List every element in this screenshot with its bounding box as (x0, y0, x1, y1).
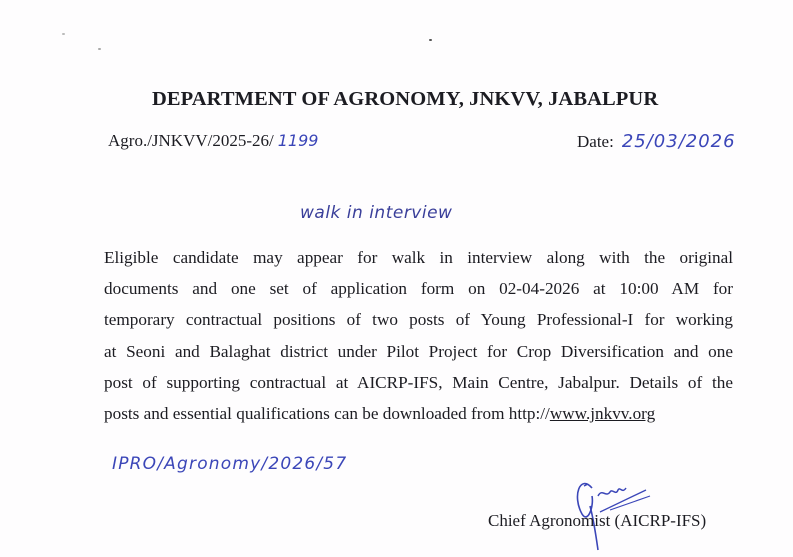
scan-speck (98, 48, 101, 50)
handwritten-file-number: IPRO/Agronomy/2026/57 (112, 454, 348, 474)
signatory-title: Chief Agronomist (AICRP-IFS) (488, 511, 707, 530)
body-line-text: posts and essential qualifications can be downloaded from http:// (104, 404, 550, 424)
body-line: Eligible candidate may appear for walk in interview along with the original (104, 248, 733, 267)
document-heading: DEPARTMENT OF AGRONOMY, JNKVV, JABALPUR (152, 88, 659, 110)
scan-speck (429, 39, 432, 41)
reference-handwritten-number: 1199 (277, 131, 319, 150)
date-label: Date: (577, 132, 614, 151)
website-link[interactable]: www.jnkvv.org (549, 404, 656, 424)
reference-prefix: Agro./JNKVV/2025-26/ (108, 131, 274, 150)
scan-speck (62, 33, 65, 35)
body-line: temporary contractual positions of two posts of Young Professional-I for working (104, 310, 733, 330)
body-line: at Seoni and Balaghat district under Pilot Project for Crop Diversification and one (104, 341, 733, 361)
notice-body (104, 242, 733, 429)
body-line-final (104, 398, 733, 429)
body-line: documents and one set of application form on 02-04-2026 at 10:00 AM for (104, 279, 733, 299)
date-handwritten-value: 25/03/2026 (621, 131, 736, 152)
reference-number (108, 131, 318, 151)
body-line: post of supporting contractual at AICRP-IFS, Main Centre, Jabalpur. Details of the (104, 372, 733, 392)
handwritten-subtitle: walk in interview (300, 203, 453, 223)
document-date (577, 131, 736, 152)
